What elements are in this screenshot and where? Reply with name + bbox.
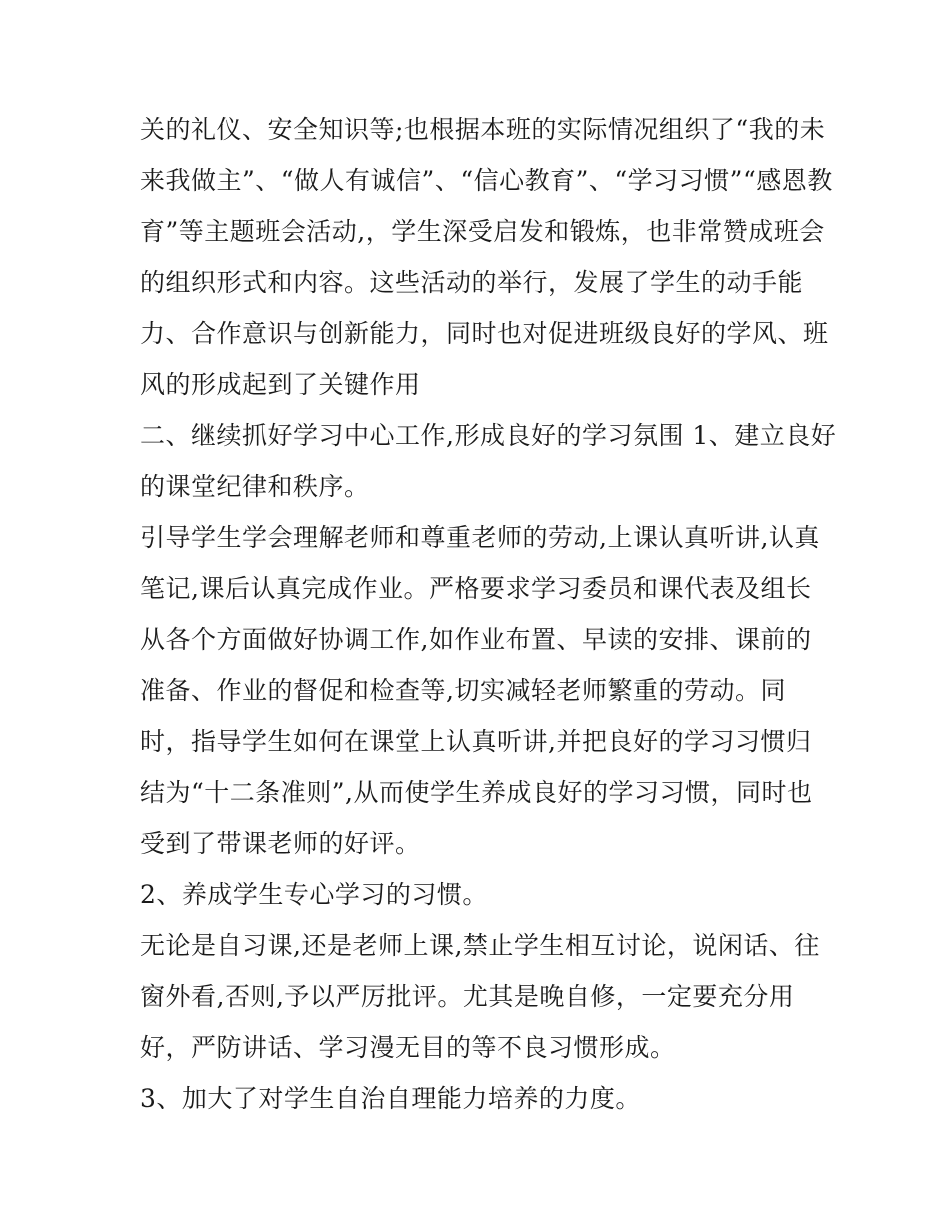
section-heading-line: 的课堂纪律和秩序。 [140, 472, 370, 501]
text-line: 准备、作业的督促和检查等,切实减轻老师繁重的劳动。同 [140, 676, 786, 705]
section-heading-line: 二、继续抓好学习中心工作,形成良好的学习氛围 1、建立良好 [140, 421, 837, 450]
text-line: 育”等主题班会活动,，学生深受启发和锻炼，也非常赞成班会 [140, 217, 825, 246]
text-line: 无论是自习课,还是老师上课,禁止学生相互讨论，说闲话、往 [140, 931, 820, 960]
text-line: 风的形成起到了关键作用 [140, 370, 421, 399]
text-line: 引导学生学会理解老师和尊重老师的劳动,上课认真听讲,认真 [140, 523, 820, 552]
text-line: 结为“十二条准则”,从而使学生养成良好的学习习惯，同时也 [140, 778, 813, 807]
text-line: 时，指导学生如何在课堂上认真听讲,并把良好的学习习惯归 [140, 727, 812, 756]
subheading-line: 3、加大了对学生自治自理能力培养的力度。 [140, 1084, 641, 1113]
text-line: 关的礼仪、安全知识等;也根据本班的实际情况组织了“我的未 [140, 115, 826, 144]
text-line: 的组织形式和内容。这些活动的举行，发展了学生的动手能 [140, 268, 804, 297]
text-line: 笔记,课后认真完成作业。严格要求学习委员和课代表及组长 [140, 574, 812, 603]
text-line: 来我做主”、“做人有诚信”、“信心教育”、“学习习惯”“感恩教 [140, 166, 833, 195]
text-line: 受到了带课老师的好评。 [140, 829, 421, 858]
subheading-line: 2、养成学生专心学习的习惯。 [140, 880, 488, 909]
text-line: 好，严防讲话、学习漫无目的等不良习惯形成。 [140, 1033, 676, 1062]
text-line: 窗外看,否则,予以严厉批评。尤其是晚自修，一定要充分用 [140, 982, 795, 1011]
text-line: 力、合作意识与创新能力，同时也对促进班级良好的学风、班 [140, 319, 829, 348]
text-line: 从各个方面做好协调工作,如作业布置、早读的安排、课前的 [140, 625, 812, 654]
document-body [140, 104, 837, 1124]
